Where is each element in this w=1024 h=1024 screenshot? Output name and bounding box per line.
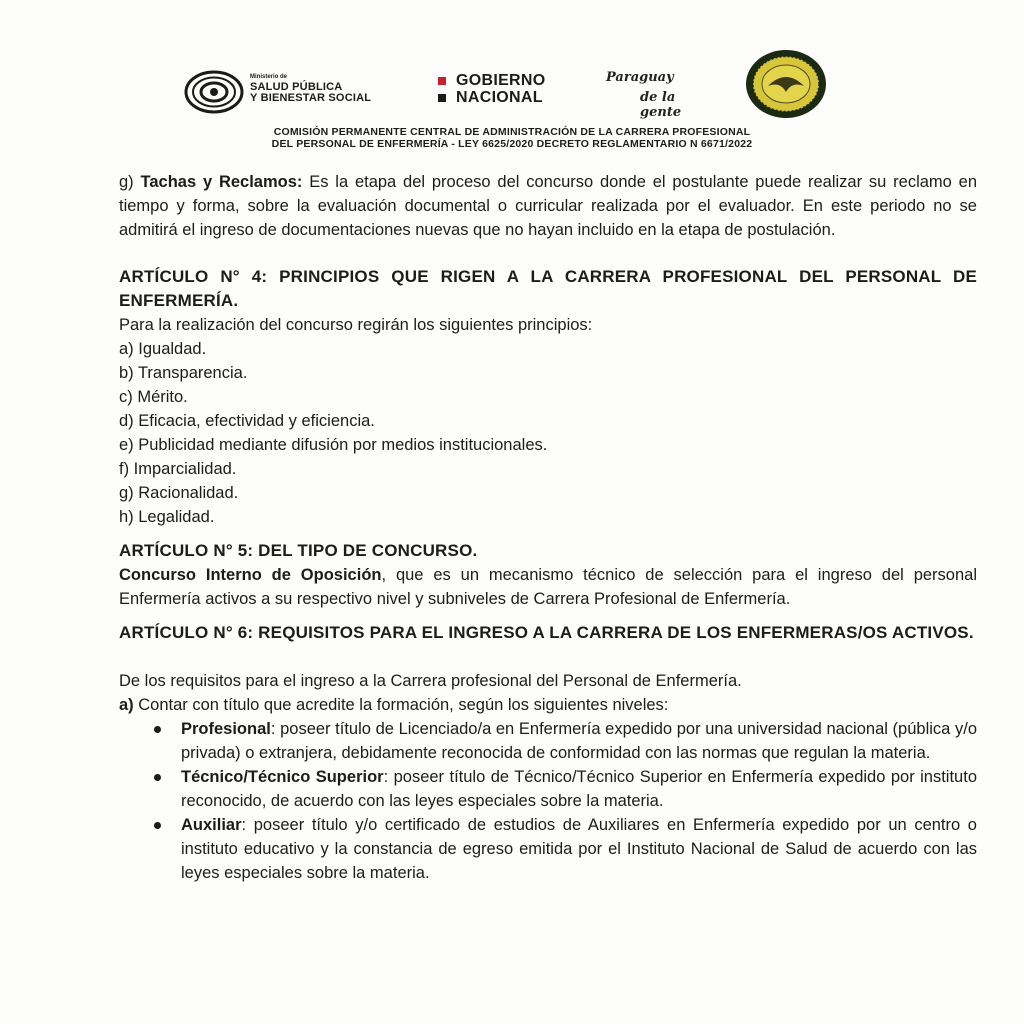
article-6-heading: ARTÍCULO N° 6: REQUISITOS PARA EL INGRESO A LA CARRERA DE LOS ENFERMERAS/OS ACTIVOS.: [119, 623, 974, 642]
red-square-icon: [438, 77, 446, 85]
level-text: : poseer título de Técnico/Técnico Superior en Enfermería expedido por instituto reconocido, de acuerdo con las leyes especiales sobre la materia.: [181, 768, 977, 810]
ministry-line-2: Y BIENESTAR SOCIAL: [250, 92, 372, 104]
principle-item: c) Mérito.: [119, 388, 188, 406]
principle-item: e) Publicidad mediante difusión por medios institucionales.: [119, 436, 548, 454]
gobierno-line-2: NACIONAL: [456, 88, 543, 106]
bullet-icon: [154, 726, 161, 733]
section-g-label: g): [119, 173, 141, 191]
level-text: : poseer título y/o certificado de estudios de Auxiliares en Enfermería expedido por un centro o instituto educativo y la constancia de egreso emitida por el Instituto Nacional de Salud de acuerdo con las leyes especiales sobre la materia.: [181, 816, 977, 882]
gobierno-line-1: GOBIERNO: [456, 72, 546, 89]
bullet-icon: [154, 822, 161, 829]
article-6-item-a-label: a): [119, 696, 134, 714]
principle-item: g) Racionalidad.: [119, 484, 239, 502]
ministry-line-1: SALUD PÚBLICA: [250, 81, 343, 93]
paraguay-tagline-logo: [606, 68, 716, 120]
document-body: [119, 170, 977, 885]
commission-line-1: COMISIÓN PERMANENTE CENTRAL DE ADMINISTRACIÓN DE LA CARRERA PROFESIONAL: [273, 126, 751, 138]
article-5-text: , que es un mecanismo técnico de selección para el ingreso del personal Enfermería activos a su respectivo nivel y subniveles de Carrera Profesional de Enfermería.: [119, 566, 977, 608]
principle-item: a) Igualdad.: [119, 340, 207, 358]
article-4-principles-list: [119, 337, 977, 529]
level-name: Técnico/Técnico Superior: [181, 768, 384, 786]
article-6-item-a: [119, 693, 977, 717]
principle-item: d) Eficacia, efectividad y eficiencia.: [119, 412, 375, 430]
principle-item: b) Transparencia.: [119, 364, 248, 382]
article-5-heading: ARTÍCULO N° 5: DEL TIPO DE CONCURSO.: [119, 541, 478, 560]
section-g-paragraph: [119, 170, 977, 242]
article-6-intro: De los requisitos para el ingreso a la Carrera profesional del Personal de Enfermería.: [119, 672, 742, 690]
article-4-heading: ARTÍCULO N° 4: PRINCIPIOS QUE RIGEN A LA CARRERA PROFESIONAL DEL PERSONAL DE ENFERMERÍA.: [119, 267, 977, 310]
tagline-line-1: Paraguay: [606, 70, 674, 85]
section-g-text: Es la etapa del proceso del concurso donde el postulante puede realizar su reclamo en tiempo y forma, sobre la evaluación documental o curricular realizada por el evaluador. En este periodo no se admitirá el ingreso de documentaciones nuevas que no hayan incluido en la etapa de postulación.: [119, 173, 978, 239]
ministry-small-label: Ministerio de: [250, 74, 288, 80]
level-item: [119, 813, 977, 885]
tagline-line-2: de la gente: [640, 90, 682, 120]
principle-item: h) Legalidad.: [119, 508, 215, 526]
article-6-levels-list: [119, 717, 977, 885]
article-5-paragraph: [119, 563, 977, 611]
article-6-item-a-text: Contar con título que acredite la formación, según los siguientes niveles:: [133, 696, 669, 714]
principle-item: f) Imparcialidad.: [119, 460, 237, 478]
gobierno-nacional-logo: [438, 73, 546, 107]
level-item: [119, 765, 977, 813]
commission-title: [0, 126, 1024, 150]
header-logos: [0, 44, 1024, 120]
enfermeria-seal-logo: [744, 48, 828, 120]
black-square-icon: [438, 94, 446, 102]
section-g-term: Tachas y Reclamos:: [140, 173, 303, 191]
article-4-intro: Para la realización del concurso regirán los siguientes principios:: [119, 316, 593, 334]
ministry-name: [250, 74, 371, 104]
level-name: Auxiliar: [181, 816, 242, 834]
bullet-icon: [154, 774, 161, 781]
level-text: : poseer título de Licenciado/a en Enfermería expedido por una universidad nacional (pública y/o privada) o extranjera, debidamente reconocida de conformidad con las normas que regulan la materia.: [181, 720, 977, 762]
commission-line-2: DEL PERSONAL DE ENFERMERÍA - LEY 6625/2020 DECRETO REGLAMENTARIO N 6671/2022: [271, 138, 753, 150]
level-item: [119, 717, 977, 765]
article-5-term: Concurso Interno de Oposición: [119, 566, 382, 584]
ministry-seal-logo: [184, 70, 244, 114]
level-name: Profesional: [181, 720, 271, 738]
